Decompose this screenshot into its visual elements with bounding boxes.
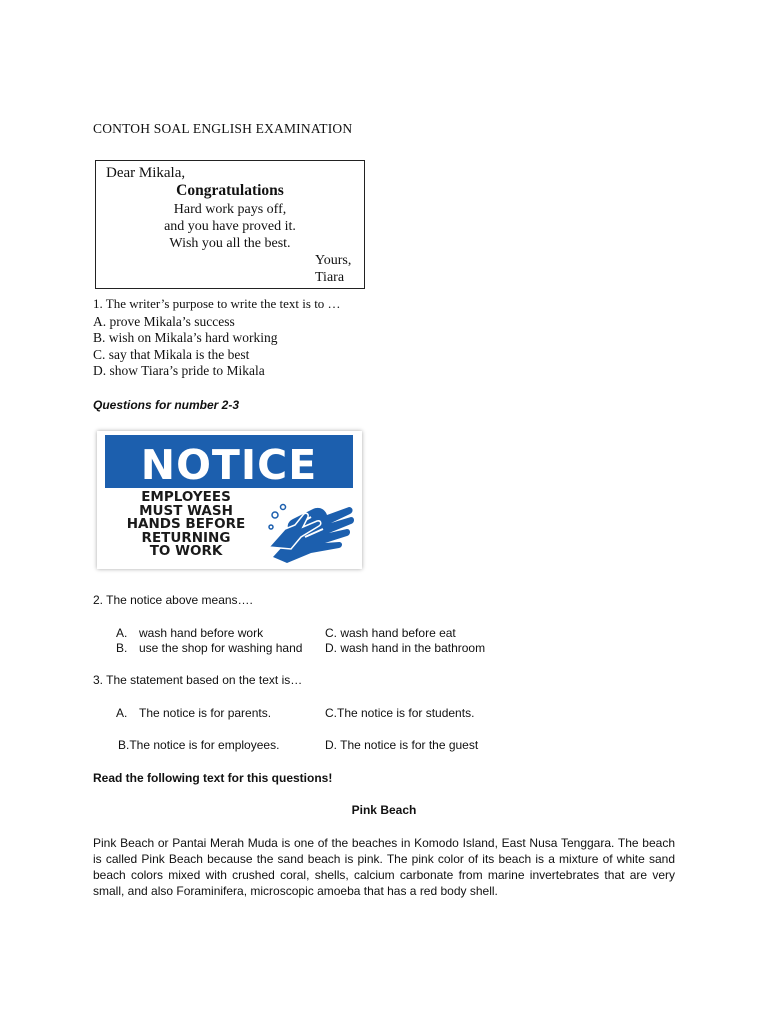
card-line: and you have proved it.: [164, 219, 296, 234]
notice-body-line: MUST WASH: [139, 502, 233, 519]
question-2: 2. The notice above means….: [93, 593, 253, 607]
notice-sign-image: [97, 431, 362, 569]
card-line: Hard work pays off,: [173, 202, 287, 217]
question-1-option-a: A. prove Mikala’s success: [93, 314, 235, 329]
notice-body-line: HANDS BEFORE: [126, 516, 246, 532]
passage-title: Pink Beach: [351, 803, 417, 817]
question-1-option-b: B. wish on Mikala’s hard working: [93, 330, 278, 345]
notice-heading: NOTICE: [140, 441, 318, 489]
question-2-option-b: use the shop for washing hand: [139, 641, 303, 655]
question-1: 1. The writer’s purpose to write the text is to …: [93, 296, 341, 311]
question-2-option-d: D. wash hand in the bathroom: [325, 641, 486, 655]
question-1-option-c: C. say that Mikala is the best: [93, 347, 250, 362]
notice-body-line: TO WORK: [149, 543, 223, 559]
question-3-option-b: B.The notice is for employees.: [118, 738, 280, 752]
question-3-option-c: C.The notice is for students.: [325, 706, 475, 720]
question-3: 3. The statement based on the text is…: [93, 673, 303, 687]
question-2-option-a-letter: A.: [116, 626, 128, 640]
question-1-option-d: D. show Tiara’s pride to Mikala: [93, 363, 265, 378]
section-heading-2-3: Questions for number 2-3: [93, 398, 240, 412]
question-2-option-c: C. wash hand before eat: [325, 626, 456, 640]
card-greeting: Dear Mikala,: [106, 165, 186, 181]
section-heading-reading: Read the following text for this questions!: [93, 771, 333, 785]
passage-text: Pink Beach or Pantai Merah Muda is one of the beaches in Komodo Island, East Nusa Tenggara. The beach is called Pink Beach because the sand beach is pink. The pink color of its beach is a mixture of white sand beach colors mixed with crushed coral, shells, calcium carbonate from marine invertebrates that are very small, and also Foraminifera, microscopic amoeba that has a red body shell.: [93, 836, 675, 898]
question-3-option-a-letter: A.: [116, 706, 128, 720]
notice-body-line: EMPLOYEES: [141, 489, 231, 505]
document-title: CONTOH SOAL ENGLISH EXAMINATION: [93, 121, 353, 136]
notice-body: [105, 491, 267, 559]
question-2-option-b-letter: B.: [116, 641, 128, 655]
question-2-option-a: wash hand before work: [139, 626, 264, 640]
hands-washing-icon: [267, 495, 355, 563]
notice-body-line: RETURNING: [141, 529, 231, 546]
notice-banner: [105, 435, 353, 488]
question-3-option-d: D. The notice is for the guest: [325, 738, 479, 752]
card-closing: Yours,: [315, 253, 352, 268]
card-signer: Tiara: [315, 270, 345, 285]
card-headline: Congratulations: [176, 182, 284, 199]
congratulations-card: [95, 160, 365, 289]
question-3-option-a: The notice is for parents.: [139, 706, 272, 720]
card-line: Wish you all the best.: [169, 236, 291, 251]
